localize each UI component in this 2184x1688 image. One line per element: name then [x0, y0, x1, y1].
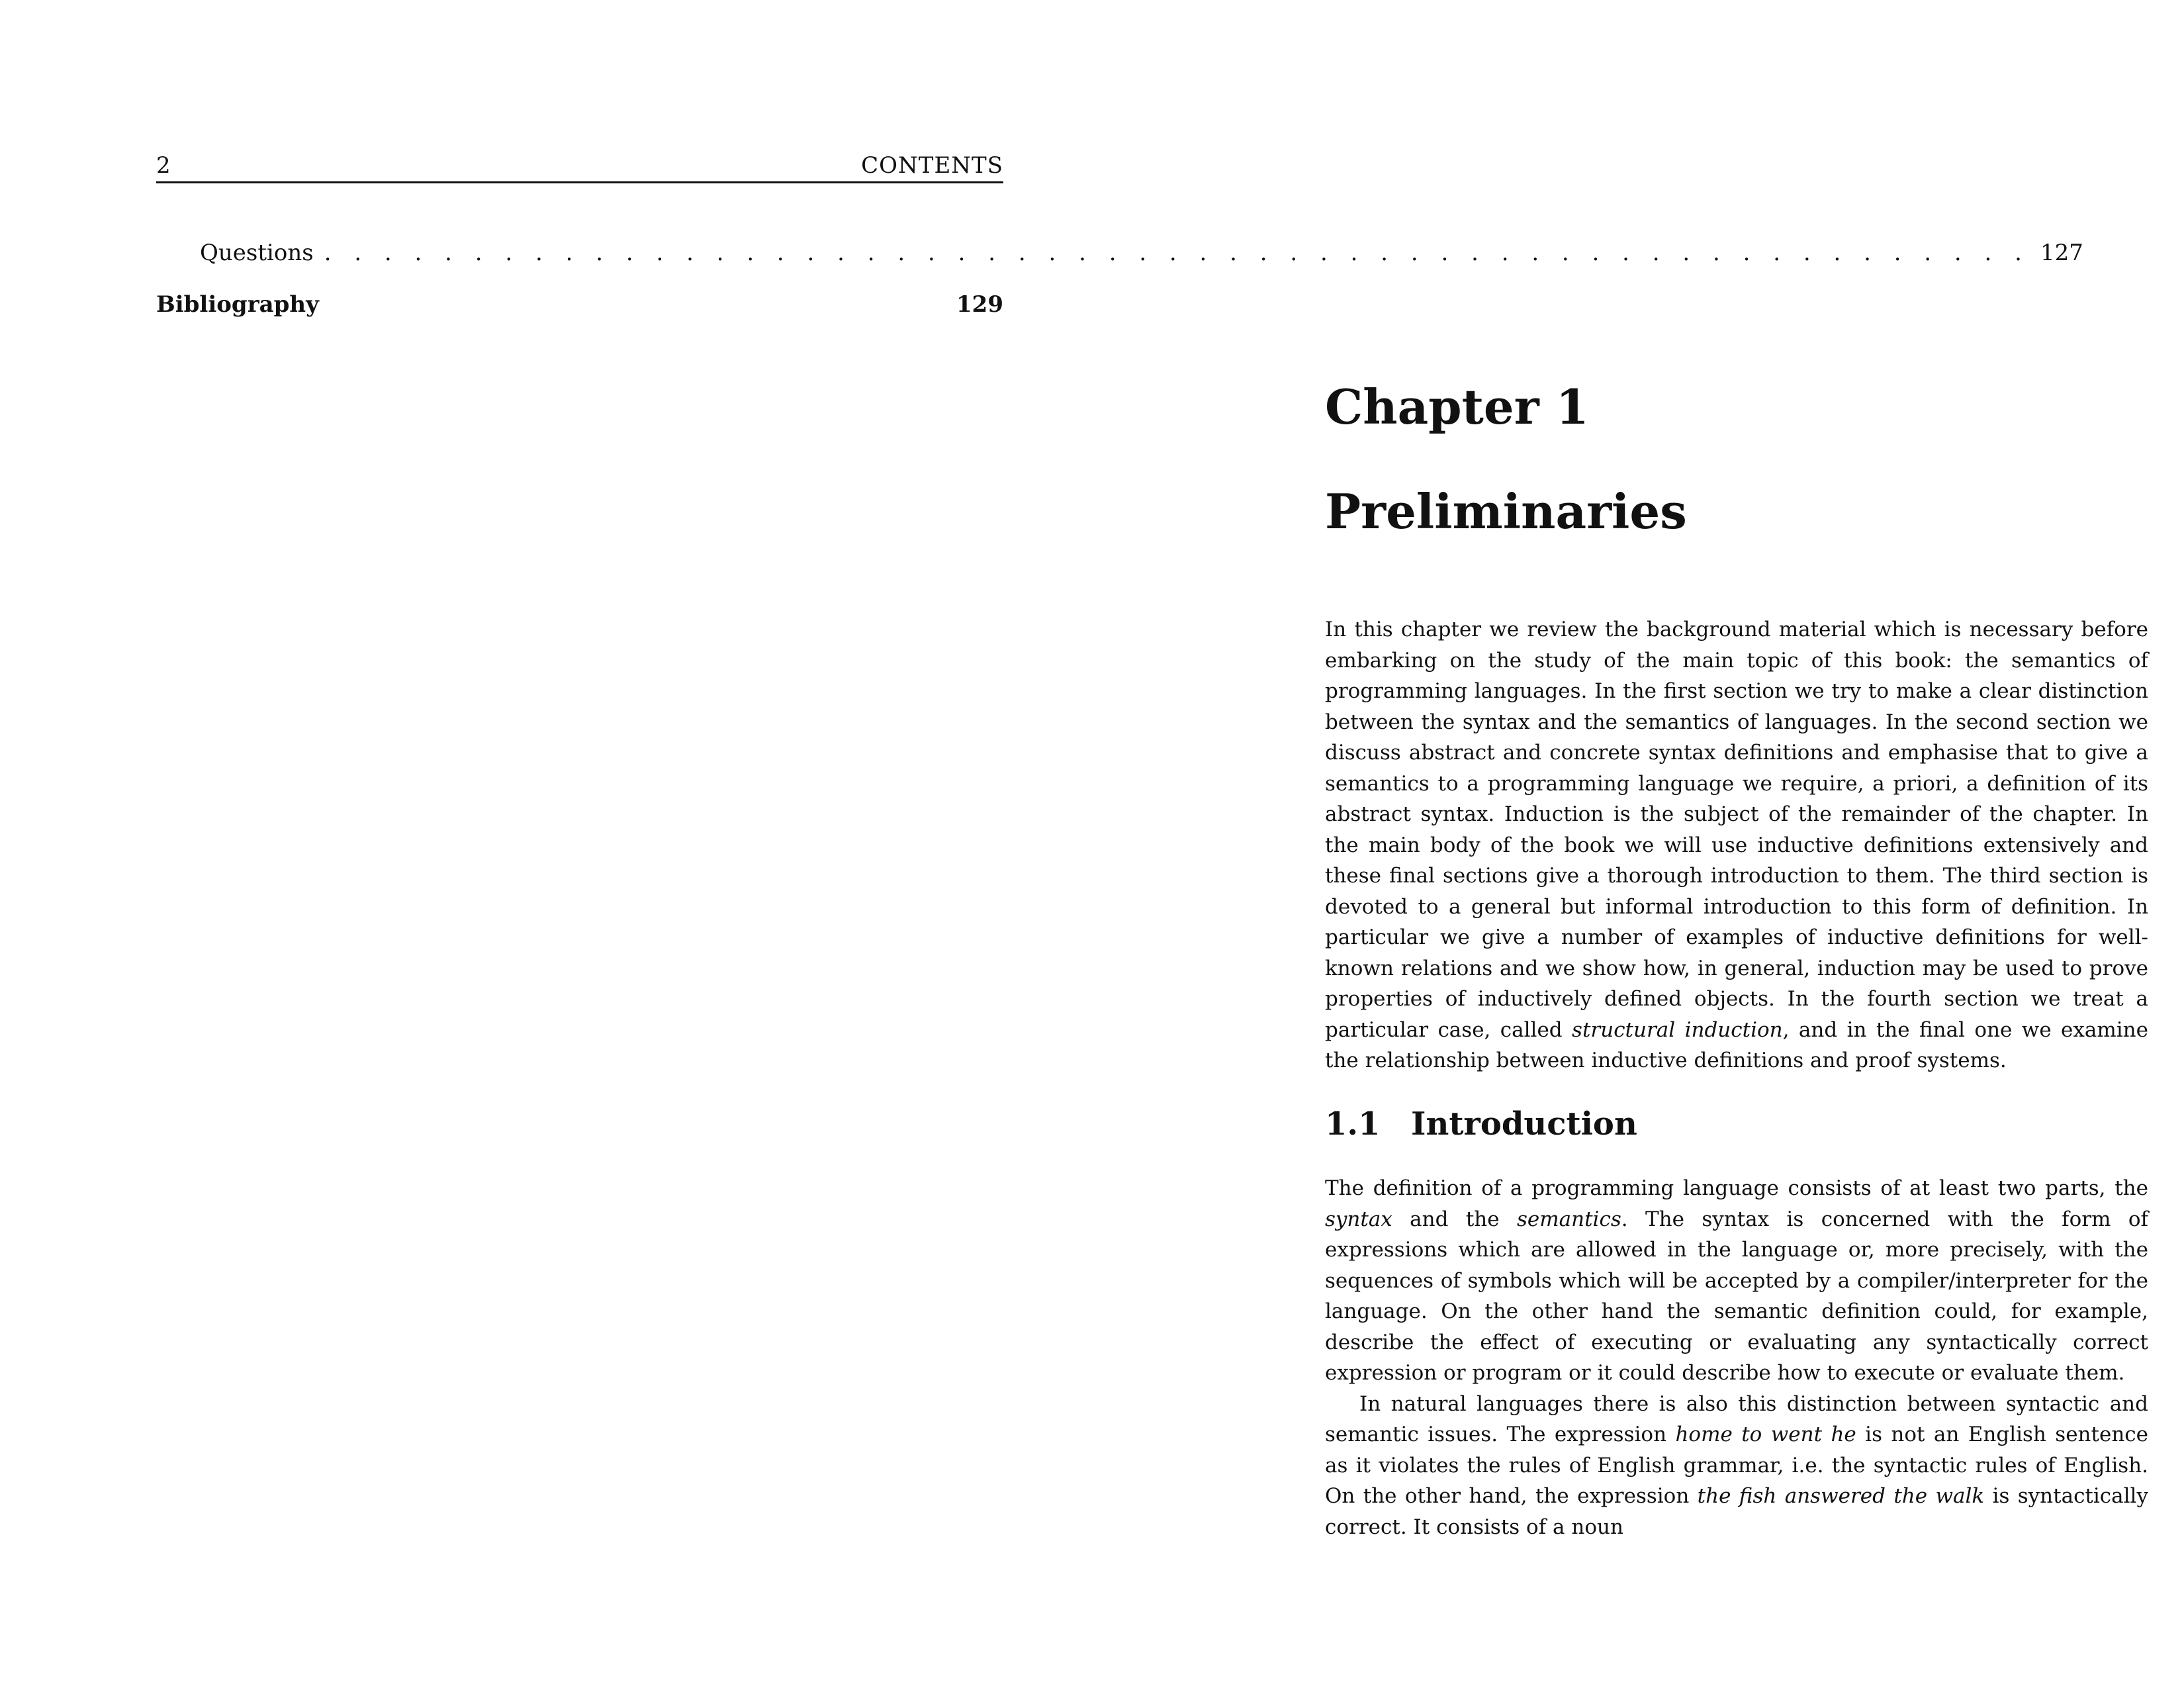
- emphasis-text: structural induction: [1572, 1017, 1783, 1042]
- chapter-title: Preliminaries: [1325, 483, 1687, 539]
- intro-paragraph: [1325, 614, 2148, 1076]
- emphasis-text: the fish answered the walk: [1697, 1484, 1985, 1508]
- running-head: [156, 150, 1003, 183]
- toc-entry-page: 129: [956, 291, 1003, 318]
- emphasis-text: home to went he: [1675, 1423, 1856, 1446]
- text-run: In natural languages there is also this distinction between syntactic and semantic issues. The expression: [1325, 1391, 2148, 1446]
- text-run: is not an English sentence as it violates the rules of English grammar, i.e. the syntactic rules of English. On the other hand, the expression: [1325, 1423, 2148, 1508]
- toc-entry-bibliography[interactable]: [156, 290, 1003, 319]
- text-run: In this chapter we review the background material which is necessary before embarking on the study of the main topic of this book: the semantics of programming languages. In the first section we try to make a clear distinction between the syntax and the semantics of languages. In the second section we discuss abstract and concrete syntax definitions and emphasise that to give a semantics to a programming language we require, a priori, a definition of its abstract syntax. Induction is the subject of the remainder of the chapter. In the main body of the book we will use inductive definitions extensively and these final sections give a thorough introduction to them. The third section is devoted to a general but informal introduction to this form of definition. In particular we give a number of examples of inductive definitions for well-known relations and we show how, in general, induction may be used to prove properties of inductively defined objects. In the fourth section we treat a particular case, called: [1325, 618, 2148, 1042]
- section-body: [1325, 1173, 2148, 1542]
- emphasis-text: semantics: [1517, 1207, 1621, 1231]
- text-run: and the: [1392, 1207, 1517, 1231]
- text-run: is syntactically correct. It consists of a noun: [1325, 1484, 2148, 1539]
- page-number: 2: [156, 152, 171, 179]
- section-title: Introduction: [1411, 1105, 1637, 1143]
- text-run: , and in the final one we examine the relationship between inductive definitions and proof systems.: [1325, 1017, 2148, 1072]
- right-page: [1092, 0, 2184, 1688]
- chapter-label: Chapter 1: [1325, 379, 1589, 435]
- toc-leader-dots: . . . . . . . . . . . . . . . . . . . . . . . . . . . . . . . . . . . . . . . . . . . . . . . . . . . . . . . . .: [324, 240, 2030, 266]
- running-head-title: CONTENTS: [861, 152, 1003, 179]
- toc-entry-questions[interactable]: [156, 238, 2083, 267]
- text-run: The definition of a programming language consists of at least two parts, the: [1325, 1176, 2148, 1200]
- toc-entry-label: Bibliography: [156, 291, 319, 318]
- section-heading: [1325, 1104, 1637, 1144]
- emphasis-text: syntax: [1325, 1207, 1392, 1231]
- toc-entry-label: Questions: [200, 240, 314, 266]
- chapter-intro: [1325, 614, 2148, 1076]
- toc-entry-page: 127: [2040, 240, 2083, 266]
- text-run: . The syntax is concerned with the form of expressions which are allowed in the language or, more precisely, with the sequences of symbols which will be accepted by a compiler/interpreter for the language. On the other hand the semantic definition could, for example, describe the effect of executing or evaluating any syntactically correct expression or program or it could describe how to execute or evaluate them.: [1325, 1207, 2149, 1385]
- body-paragraph: [1325, 1389, 2148, 1543]
- body-paragraph: [1325, 1173, 2148, 1389]
- section-number: 1.1: [1325, 1105, 1381, 1143]
